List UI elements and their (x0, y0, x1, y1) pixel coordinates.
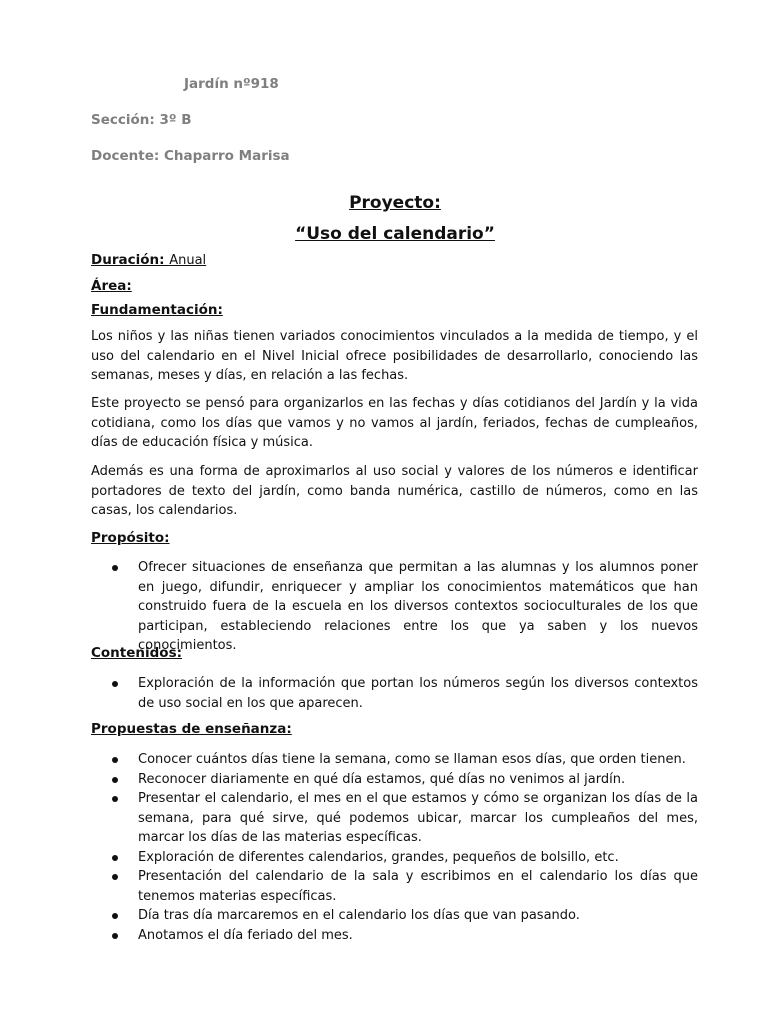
teacher-label: Docente: Chaparro Marisa (91, 148, 290, 164)
bullet-icon (112, 757, 118, 763)
project-title: “Uso del calendario” (295, 224, 495, 244)
contenidos-heading: Contenidos: (91, 645, 183, 661)
bullet-icon (112, 874, 118, 880)
project-heading: Proyecto: (349, 193, 441, 213)
duration-label: Duración: (91, 252, 165, 268)
fundamentacion-paragraph-1: Los niños y las niñas tienen variados conocimientos vinculados a la medida de tiempo, y el uso del calendario en el Nivel Inicial ofrece posibilidades de desarrollarlo, conociendo las semanas, meses y días, en relación a las fechas. (91, 329, 698, 383)
bullet-icon (112, 565, 118, 571)
fundamentacion-paragraph-2: Este proyecto se pensó para organizarlos en las fechas y días cotidianos del Jardín y la vida cotidiana, como los días que vamos y no vamos al jardín, feriados, fechas de cumpleaños, días de educación física y música. (91, 396, 698, 450)
school-name: Jardín nº918 (184, 76, 279, 92)
contenidos-list (91, 674, 698, 713)
list-item: Presentar el calendario, el mes en el que estamos y cómo se organizan los días de la semana, para qué sirve, qué podemos ubicar, marcar los cumpleaños del mes, marcar los días de las materias específicas. (91, 789, 698, 848)
duration-value: Anual (169, 253, 207, 268)
propuestas-heading: Propuestas de enseñanza: (91, 721, 292, 737)
list-item: Exploración de la información que portan los números según los diversos contextos de uso social en los que aparecen. (91, 674, 698, 713)
list-item: Presentación del calendario de la sala y escribimos en el calendario los días que tenemos materias específicas. (91, 867, 698, 906)
proposito-heading: Propósito: (91, 530, 170, 546)
area-label: Área: (91, 278, 132, 294)
list-item: Día tras día marcaremos en el calendario los días que van pasando. (91, 906, 698, 926)
bullet-icon (112, 913, 118, 919)
proposito-list (91, 558, 698, 656)
list-item: Conocer cuántos días tiene la semana, como se llaman esos días, que orden tienen. (91, 750, 698, 770)
bullet-icon (112, 933, 118, 939)
list-item: Ofrecer situaciones de enseñanza que permitan a las alumnas y los alumnos poner en juego, difundir, enriquecer y ampliar los conocimientos matemáticos que han construido fuera de la escuela en los diversos contextos socioculturales de los que participan, estableciendo relaciones entre los que ya saben y los nuevos conocimientos. (91, 558, 698, 656)
fundamentacion-heading: Fundamentación: (91, 302, 223, 318)
duration-row (91, 252, 206, 268)
section-label: Sección: 3º B (91, 112, 192, 128)
fundamentacion-paragraph-3: Además es una forma de aproximarlos al uso social y valores de los números e identificar portadores de texto del jardín, como banda numérica, castillo de números, como en las casas, los calendarios. (91, 464, 698, 518)
list-item: Exploración de diferentes calendarios, grandes, pequeños de bolsillo, etc. (91, 848, 698, 868)
bullet-icon (112, 796, 118, 802)
list-item: Reconocer diariamente en qué día estamos, qué días no venimos al jardín. (91, 770, 698, 790)
bullet-icon (112, 855, 118, 861)
bullet-icon (112, 777, 118, 783)
propuestas-list (91, 750, 698, 945)
list-item: Anotamos el día feriado del mes. (91, 926, 698, 946)
bullet-icon (112, 681, 118, 687)
